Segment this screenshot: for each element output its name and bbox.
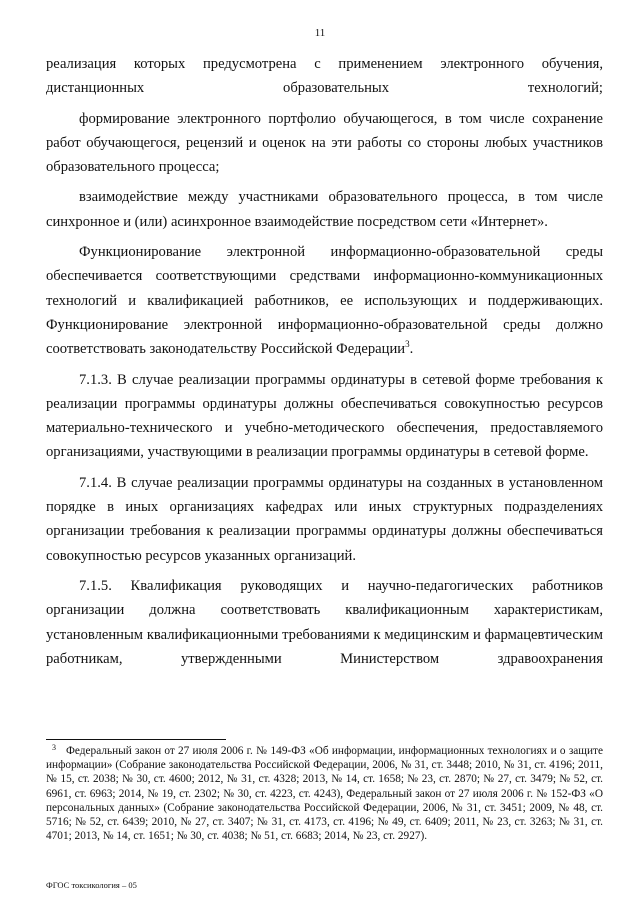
page-number: 11 xyxy=(314,27,326,39)
footnote-reference[interactable]: 3 xyxy=(405,339,410,350)
footnote-text: Федеральный закон от 27 июля 2006 г. № 149-ФЗ «Об информации, информационных технологиях и о защите информации» (Собрание законодательства Российской Федерации, 2006, № 31, ст. 3448; 2010, № 31, ст. 4196; 2011, № 15, ст. 2038; № 30, ст. 4600; 2012, № 31, ст. 4328; 2013, № 14, ст. 1658; № 23, ст. 2870; № 27, ст. 3479; № 52, ст. 6961, ст. 6963; 2014, № 19, ст. 2302; № 30, ст. 4223, ст. 4243), Федеральный закон от 27 июля 2006 г. № 152-ФЗ «О персональных данных» (Собрание законодательства Российской Федерации, 2006, № 31, ст. 3451; 2009, № 48, ст. 5716; № 52, ст. 6439; 2010, № 27, ст. 3407; № 31, ст. 4173, ст. 4196; № 49, ст. 6409; 2011, № 23, ст. 3263; № 31, ст. 4701; 2013, № 14, ст. 1651; № 30, ст. 4038; № 51, ст. 6683; 2014, № 23, ст. 2927). xyxy=(46,745,603,843)
document-code: ФГОС токсикология – 05 xyxy=(46,880,137,890)
paragraph-1: реализация которых предусмотрена с применением электронного обучения, дистанционных образовательных технологий; xyxy=(46,56,603,97)
paragraph-4 xyxy=(46,240,603,361)
footnote xyxy=(46,744,603,843)
body-text xyxy=(46,52,603,671)
paragraph-2: формирование электронного портфолио обучающегося, в том числе сохранение работ обучающегося, рецензий и оценок на эти работы со стороны любых участников образовательного процесса; xyxy=(46,110,603,176)
paragraph-7-1-4: 7.1.4. В случае реализации программы ординатуры на созданных в установленном порядке в иных организациях кафедрах или иных структурных подразделениях организации требования к реализации программы ординатуры должны обеспечиваться совокупностью ресурсов указанных организаций. xyxy=(46,474,603,564)
paragraph-7-1-3: 7.1.3. В случае реализации программы ординатуры в сетевой форме требования к реализации программы ординатуры должны обеспечиваться совокупностью ресурсов материально-технического и учебно-методического обеспечения, предоставляемого организациями, участвующими в реализации программы ординатуры в сетевой форме. xyxy=(46,371,603,461)
paragraph-3: взаимодействие между участниками образовательного процесса, в том числе синхронное и (или) асинхронное взаимодействие посредством сети «Интернет». xyxy=(46,189,603,230)
paragraph-4-end: . xyxy=(409,341,414,358)
paragraph-7-1-5: 7.1.5. Квалификация руководящих и научно-педагогических работников организации должна соответствовать квалификационным характеристикам, установленным квалификационными требованиями к медицинским и фармацевтическим работникам, утвержденными Министерством здравоохранения xyxy=(46,577,603,667)
footnote-mark: 3 xyxy=(52,743,56,752)
footnote-divider xyxy=(46,739,226,740)
paragraph-4-text: Функционирование электронной информационно-образовательной среды обеспечивается соответствующими средствами информационно-коммуникационных технологий и квалификацией работников, ее использующих и поддерживающих. Функционирование электронной информационно-образовательной среды должно соответствовать законодательству Российской Федерации xyxy=(46,244,603,358)
